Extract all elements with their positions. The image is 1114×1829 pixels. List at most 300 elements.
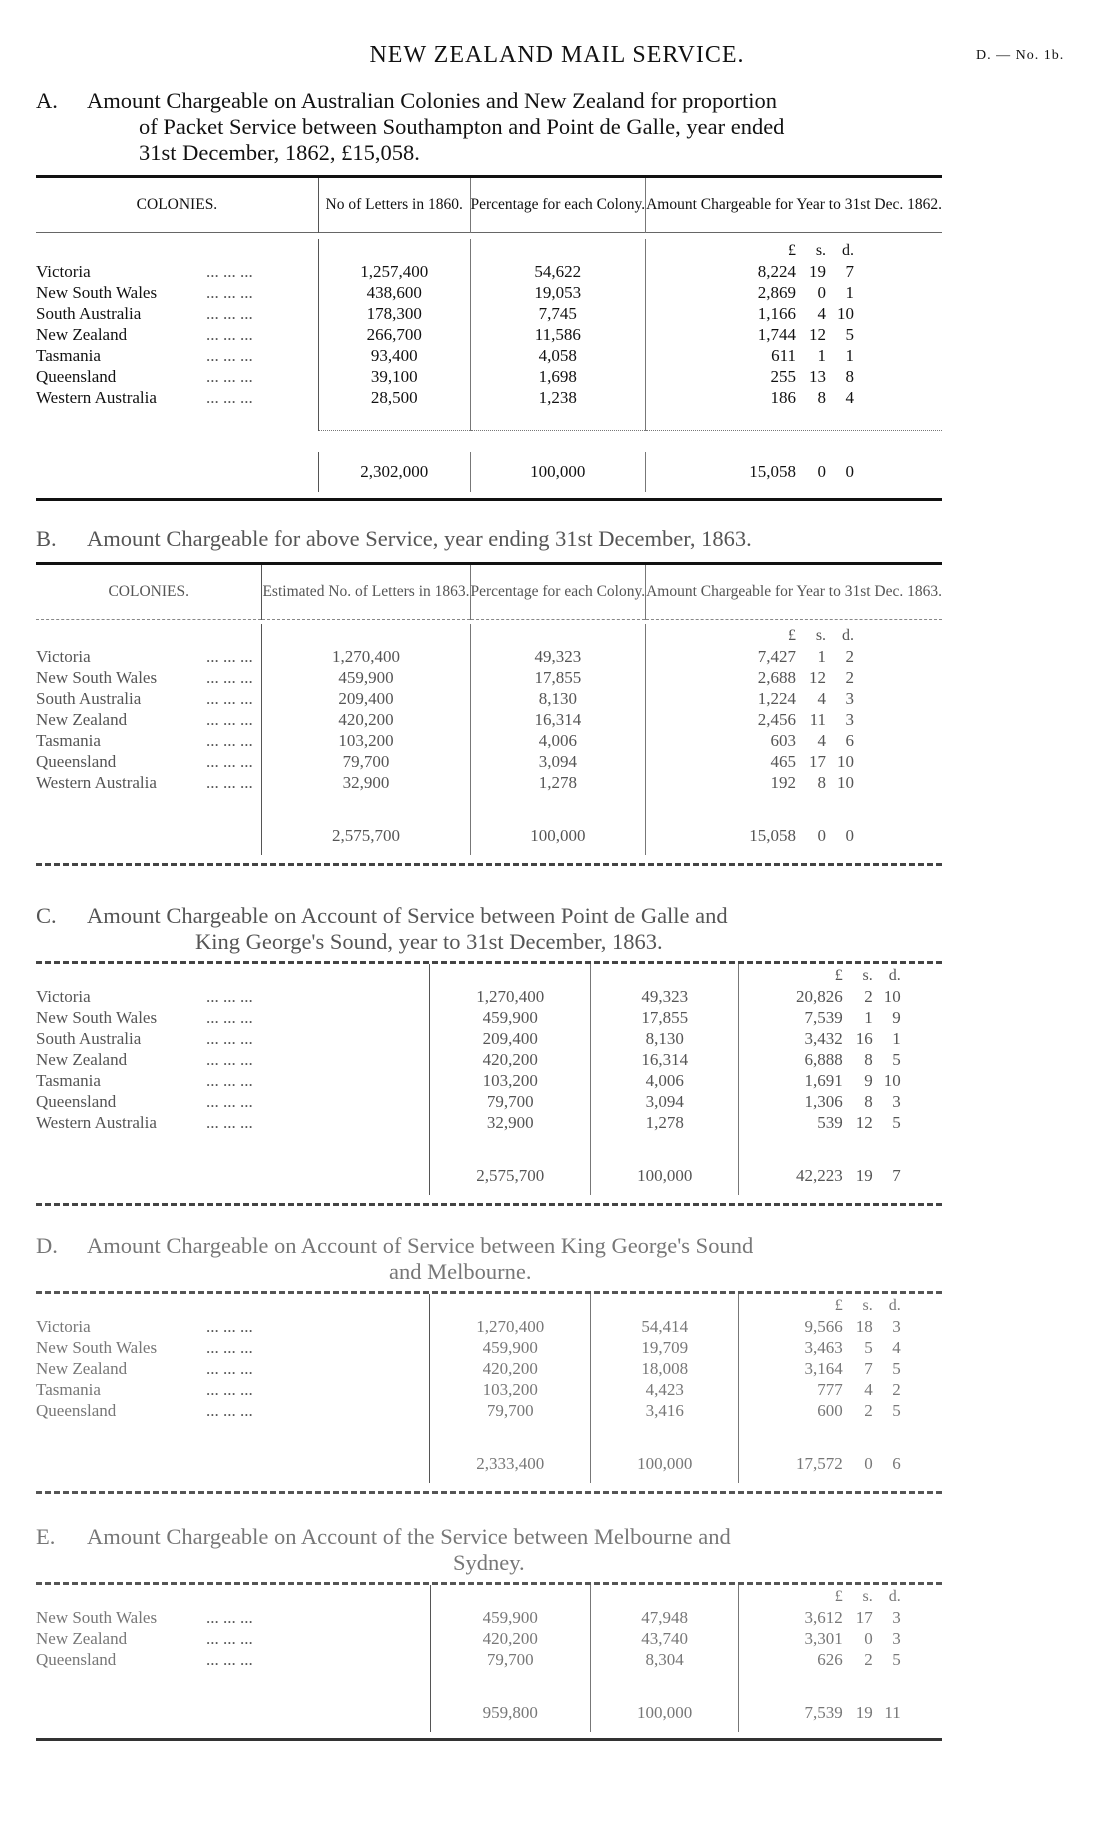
section-e — [36, 1524, 942, 1741]
colony-cell — [36, 1091, 430, 1112]
amount-shillings: 9 — [864, 1071, 873, 1090]
amount-cell — [739, 1358, 942, 1379]
unit-pence: d. — [888, 966, 901, 984]
amount-pence: 5 — [892, 1359, 901, 1378]
table-row — [36, 1358, 942, 1379]
colony-cell — [36, 1028, 430, 1049]
amount-pence: 10 — [837, 773, 855, 792]
section-c-rows — [36, 986, 942, 1133]
amount-pence: 7 — [845, 262, 855, 281]
section-b-bottom-rule — [36, 863, 942, 866]
leader-dots: ... ... ... — [206, 283, 253, 302]
amount-pence: 3 — [845, 689, 855, 708]
amount-pence: 5 — [892, 1050, 901, 1069]
amount-shillings: 17 — [855, 1608, 873, 1627]
amount-cell — [739, 1070, 942, 1091]
section-a-line-3: 31st December, 1862, £15,058. — [139, 140, 420, 165]
amount-pounds: 1,166 — [757, 304, 797, 323]
unit-pounds: £ — [834, 966, 843, 984]
letters-cell: 79,700 — [262, 751, 470, 772]
amount-pence: 3 — [892, 1092, 901, 1111]
table-row — [36, 730, 942, 751]
leader-dots: ... ... ... — [206, 668, 253, 687]
unit-shillings: s. — [862, 966, 873, 984]
percentage-cell: 1,238 — [470, 387, 646, 408]
total-percentage: 100,000 — [590, 1155, 738, 1195]
section-b-line-1: Amount Chargeable for above Service, year ending 31st December, 1863. — [87, 526, 752, 551]
letters-cell: 266,700 — [318, 324, 470, 345]
total-row — [36, 1692, 942, 1732]
unit-shillings: s. — [815, 626, 827, 644]
amount-pence: 10 — [837, 304, 855, 323]
leader-dots: ... ... ... — [206, 1608, 253, 1627]
total-letters: 2,575,700 — [262, 815, 470, 855]
amount-shillings: 0 — [817, 283, 827, 302]
section-c-letter: C. — [36, 903, 57, 928]
section-d-line-1: Amount Chargeable on Account of Service between King George's Sound — [87, 1233, 754, 1258]
section-a-table — [36, 178, 942, 492]
amount-pounds: 3,432 — [804, 1029, 843, 1048]
percentage-cell: 4,423 — [590, 1379, 738, 1400]
section-c-bottom-rule — [36, 1203, 942, 1206]
amount-shillings: 1 — [864, 1008, 873, 1027]
amount-shillings: 13 — [809, 367, 827, 386]
leader-dots: ... ... ... — [206, 1401, 253, 1420]
colony-name: Victoria — [36, 987, 91, 1006]
amount-cell — [739, 1649, 942, 1670]
total-shillings: 19 — [855, 1165, 873, 1185]
total-row — [36, 1443, 942, 1483]
table-row — [36, 1091, 942, 1112]
total-percentage: 100,000 — [470, 452, 646, 492]
section-c-table — [36, 964, 942, 1195]
section-b-table — [36, 565, 942, 855]
total-percentage: 100,000 — [470, 815, 646, 855]
amount-cell — [739, 986, 942, 1007]
amount-pounds: 2,688 — [757, 668, 797, 687]
leader-dots: ... ... ... — [206, 752, 253, 771]
letters-cell: 459,900 — [430, 1337, 590, 1358]
amount-cell — [646, 387, 942, 408]
letters-cell: 79,700 — [430, 1400, 590, 1421]
leader-dots: ... ... ... — [206, 1650, 253, 1669]
amount-pounds: 20,826 — [795, 987, 843, 1006]
colony-cell — [36, 1379, 430, 1400]
total-pence: 7 — [892, 1165, 901, 1185]
section-e-letter: E. — [36, 1524, 56, 1549]
col-amount: Amount Chargeable for Year to 31st Dec. 1862. — [646, 178, 942, 233]
amount-pounds: 186 — [770, 388, 797, 407]
section-d-bottom-rule — [36, 1491, 942, 1494]
letters-cell: 459,900 — [430, 1007, 590, 1028]
amount-pence: 10 — [883, 987, 901, 1006]
table-row — [36, 261, 942, 282]
unit-pence: d. — [842, 241, 855, 259]
table-row — [36, 1337, 942, 1358]
table-row — [36, 667, 942, 688]
total-pounds: 15,058 — [749, 825, 797, 845]
percentage-cell: 3,094 — [590, 1091, 738, 1112]
total-pounds: 17,572 — [795, 1453, 843, 1473]
percentage-cell: 17,855 — [590, 1007, 738, 1028]
table-row — [36, 751, 942, 772]
percentage-cell: 3,416 — [590, 1400, 738, 1421]
amount-cell — [739, 1049, 942, 1070]
section-a-rows — [36, 261, 942, 408]
colony-name: New Zealand — [36, 710, 128, 729]
table-header-row — [36, 565, 942, 620]
colony-cell — [36, 986, 430, 1007]
amount-pence: 6 — [845, 731, 855, 750]
colony-cell — [36, 1358, 430, 1379]
section-e-table — [36, 1585, 942, 1732]
amount-cell — [739, 1628, 942, 1649]
unit-pence: d. — [888, 1587, 901, 1605]
amount-cell — [739, 1379, 942, 1400]
amount-pounds: 626 — [817, 1650, 843, 1669]
amount-cell — [646, 709, 942, 730]
section-a-line-1: Amount Chargeable on Australian Colonies and New Zealand for proportion — [87, 88, 778, 113]
colony-name: New South Wales — [36, 283, 158, 302]
amount-cell — [739, 1607, 942, 1628]
colony-name: Queensland — [36, 752, 117, 771]
amount-shillings: 7 — [864, 1359, 873, 1378]
colony-name: South Australia — [36, 1029, 142, 1048]
amount-pence: 2 — [892, 1380, 901, 1399]
table-row — [36, 324, 942, 345]
table-row — [36, 1379, 942, 1400]
colony-cell — [36, 1007, 430, 1028]
percentage-cell: 3,094 — [470, 751, 646, 772]
percentage-cell: 16,314 — [590, 1049, 738, 1070]
section-d-line-2: and Melbourne. — [389, 1259, 532, 1284]
letters-cell: 79,700 — [430, 1649, 590, 1670]
amount-pounds: 1,691 — [804, 1071, 843, 1090]
amount-shillings: 19 — [809, 262, 827, 281]
colony-cell — [36, 1400, 430, 1421]
amount-pence: 10 — [883, 1071, 901, 1090]
amount-shillings: 12 — [855, 1113, 873, 1132]
amount-cell — [739, 1112, 942, 1133]
unit-pounds: £ — [834, 1296, 843, 1314]
amount-shillings: 8 — [864, 1092, 873, 1111]
amount-pounds: 7,539 — [804, 1008, 843, 1027]
percentage-cell: 11,586 — [470, 324, 646, 345]
section-d — [36, 1233, 942, 1494]
letters-cell: 28,500 — [318, 387, 470, 408]
table-row — [36, 387, 942, 408]
section-d-letter: D. — [36, 1233, 58, 1258]
units-row — [36, 624, 942, 646]
letters-cell: 420,200 — [430, 1358, 590, 1379]
section-a-letter: A. — [36, 88, 58, 113]
amount-pounds: 3,463 — [804, 1338, 843, 1357]
leader-dots: ... ... ... — [206, 1092, 253, 1111]
amount-shillings: 2 — [864, 987, 873, 1006]
amount-cell — [646, 751, 942, 772]
leader-dots: ... ... ... — [206, 1029, 253, 1048]
letters-cell: 420,200 — [430, 1628, 590, 1649]
amount-pounds: 255 — [770, 367, 797, 386]
table-row — [36, 1607, 942, 1628]
table-row — [36, 1628, 942, 1649]
amount-cell — [739, 1316, 942, 1337]
leader-dots: ... ... ... — [206, 367, 253, 386]
colony-name: Queensland — [36, 1092, 117, 1111]
letters-cell: 209,400 — [262, 688, 470, 709]
amount-cell — [646, 366, 942, 387]
percentage-cell: 8,130 — [590, 1028, 738, 1049]
section-a-bottom-rule — [36, 498, 942, 501]
unit-pounds: £ — [788, 241, 797, 259]
percentage-cell: 19,053 — [470, 282, 646, 303]
col-colonies: COLONIES. — [136, 196, 218, 213]
percentage-cell: 4,006 — [590, 1070, 738, 1091]
total-letters: 2,575,700 — [430, 1155, 590, 1195]
total-percentage: 100,000 — [590, 1692, 738, 1732]
leader-dots: ... ... ... — [206, 710, 253, 729]
percentage-cell: 54,414 — [590, 1316, 738, 1337]
document-title: NEW ZEALAND MAIL SERVICE. — [369, 42, 745, 68]
colony-cell — [36, 1112, 430, 1133]
section-c — [36, 903, 942, 1206]
amount-shillings: 18 — [855, 1317, 873, 1336]
total-letters: 959,800 — [430, 1692, 590, 1732]
colony-name: New South Wales — [36, 1008, 158, 1027]
percentage-cell: 4,006 — [470, 730, 646, 751]
amount-pence: 5 — [892, 1401, 901, 1420]
amount-cell — [739, 1007, 942, 1028]
amount-pounds: 2,869 — [757, 283, 797, 302]
colony-cell — [36, 646, 262, 667]
amount-pounds: 465 — [770, 752, 797, 771]
amount-pounds: 7,427 — [757, 647, 797, 666]
leader-dots: ... ... ... — [206, 304, 253, 323]
total-shillings: 0 — [817, 825, 827, 845]
col-amount: Amount Chargeable for Year to 31st Dec. 1863. — [646, 565, 942, 620]
colony-cell — [36, 324, 318, 345]
total-pounds: 15,058 — [749, 462, 797, 481]
colony-name: New Zealand — [36, 325, 128, 344]
amount-cell — [739, 1028, 942, 1049]
letters-cell: 420,200 — [262, 709, 470, 730]
total-pence: 11 — [884, 1702, 901, 1722]
amount-shillings: 8 — [817, 773, 827, 792]
leader-dots: ... ... ... — [206, 1359, 253, 1378]
percentage-cell: 8,304 — [590, 1649, 738, 1670]
amount-cell — [739, 1337, 942, 1358]
colony-cell — [36, 751, 262, 772]
amount-pence: 2 — [845, 647, 855, 666]
colony-name: New Zealand — [36, 1629, 128, 1648]
amount-pence: 4 — [892, 1338, 901, 1357]
colony-name: New South Wales — [36, 1338, 158, 1357]
table-row — [36, 1649, 942, 1670]
colony-cell — [36, 345, 318, 366]
letters-cell: 459,900 — [262, 667, 470, 688]
col-percentage: Percentage for each Colony. — [470, 178, 646, 233]
leader-dots: ... ... ... — [206, 1071, 253, 1090]
letters-cell: 93,400 — [318, 345, 470, 366]
letters-cell: 178,300 — [318, 303, 470, 324]
leader-dots: ... ... ... — [206, 1113, 253, 1132]
units-row — [36, 1294, 942, 1316]
leader-dots: ... ... ... — [206, 987, 253, 1006]
letters-cell: 103,200 — [430, 1379, 590, 1400]
total-row — [36, 1155, 942, 1195]
colony-name: Queensland — [36, 367, 117, 386]
letters-cell: 438,600 — [318, 282, 470, 303]
amount-pounds: 611 — [771, 346, 797, 365]
percentage-cell: 47,948 — [590, 1607, 738, 1628]
colony-cell — [36, 772, 262, 793]
amount-shillings: 11 — [809, 710, 827, 729]
percentage-cell: 49,323 — [590, 986, 738, 1007]
unit-shillings: s. — [862, 1296, 873, 1314]
letters-cell: 1,270,400 — [430, 986, 590, 1007]
table-row — [36, 772, 942, 793]
total-shillings: 19 — [855, 1702, 873, 1722]
total-shillings: 0 — [864, 1453, 873, 1473]
unit-pence: d. — [888, 1296, 901, 1314]
amount-pounds: 539 — [817, 1113, 843, 1132]
amount-pounds: 3,301 — [804, 1629, 843, 1648]
colony-cell — [36, 303, 318, 324]
percentage-cell: 49,323 — [470, 646, 646, 667]
total-pence: 0 — [845, 462, 855, 481]
colony-cell — [36, 387, 318, 408]
total-letters: 2,302,000 — [318, 452, 470, 492]
colony-cell — [36, 730, 262, 751]
table-row — [36, 1070, 942, 1091]
table-row — [36, 709, 942, 730]
amount-pence: 5 — [892, 1650, 901, 1669]
percentage-cell: 4,058 — [470, 345, 646, 366]
document-reference: D. — No. 1b. — [976, 48, 1065, 63]
colony-name: Western Australia — [36, 773, 157, 792]
colony-cell — [36, 1607, 430, 1628]
amount-cell — [646, 646, 942, 667]
amount-pounds: 6,888 — [804, 1050, 843, 1069]
leader-dots: ... ... ... — [206, 1317, 253, 1336]
section-d-rows — [36, 1316, 942, 1421]
amount-pence: 10 — [837, 752, 855, 771]
unit-pounds: £ — [788, 626, 797, 644]
amount-pounds: 777 — [817, 1380, 843, 1399]
amount-pounds: 3,612 — [804, 1608, 843, 1627]
colony-name: Western Australia — [36, 1113, 157, 1132]
amount-cell — [646, 688, 942, 709]
colony-name: New Zealand — [36, 1050, 128, 1069]
table-row — [36, 1049, 942, 1070]
amount-pounds: 1,224 — [757, 689, 797, 708]
amount-shillings: 4 — [864, 1380, 873, 1399]
colony-name: New South Wales — [36, 1608, 158, 1627]
total-row — [36, 452, 942, 492]
letters-cell: 32,900 — [262, 772, 470, 793]
letters-cell: 1,270,400 — [430, 1316, 590, 1337]
colony-cell — [36, 688, 262, 709]
amount-pence: 9 — [892, 1008, 901, 1027]
table-header-row — [36, 178, 942, 233]
leader-dots: ... ... ... — [206, 1008, 253, 1027]
amount-pounds: 8,224 — [757, 262, 797, 281]
leader-dots: ... ... ... — [206, 1050, 253, 1069]
amount-shillings: 17 — [809, 752, 827, 771]
total-shillings: 0 — [817, 462, 827, 481]
amount-pence: 1 — [892, 1029, 901, 1048]
amount-cell — [646, 324, 942, 345]
unit-pence: d. — [842, 626, 855, 644]
col-colonies: COLONIES. — [108, 583, 189, 600]
percentage-cell: 54,622 — [470, 261, 646, 282]
units-row — [36, 239, 942, 261]
total-pence: 0 — [845, 825, 855, 845]
section-e-line-1: Amount Chargeable on Account of the Service between Melbourne and — [87, 1524, 731, 1549]
colony-cell — [36, 667, 262, 688]
amount-shillings: 5 — [864, 1338, 873, 1357]
total-pence: 6 — [892, 1453, 901, 1473]
colony-cell — [36, 1070, 430, 1091]
amount-shillings: 12 — [809, 668, 827, 687]
total-letters: 2,333,400 — [430, 1443, 590, 1483]
letters-cell: 420,200 — [430, 1049, 590, 1070]
table-row — [36, 688, 942, 709]
amount-cell — [646, 667, 942, 688]
percentage-cell: 1,278 — [590, 1112, 738, 1133]
percentage-cell: 1,278 — [470, 772, 646, 793]
amount-cell — [646, 261, 942, 282]
table-row — [36, 986, 942, 1007]
unit-shillings: s. — [815, 241, 827, 259]
units-row — [36, 964, 942, 986]
colony-cell — [36, 366, 318, 387]
amount-cell — [646, 345, 942, 366]
table-row — [36, 282, 942, 303]
letters-cell: 39,100 — [318, 366, 470, 387]
percentage-cell: 18,008 — [590, 1358, 738, 1379]
section-c-line-1: Amount Chargeable on Account of Service between Point de Galle and — [87, 903, 728, 928]
colony-name: Victoria — [36, 1317, 91, 1336]
colony-name: Victoria — [36, 647, 91, 666]
section-b-rows — [36, 646, 942, 793]
amount-pence: 1 — [845, 346, 855, 365]
colony-cell — [36, 1049, 430, 1070]
amount-cell — [646, 730, 942, 751]
unit-pounds: £ — [834, 1587, 843, 1605]
amount-cell — [739, 1400, 942, 1421]
leader-dots: ... ... ... — [206, 388, 253, 407]
amount-shillings: 1 — [817, 346, 827, 365]
amount-pounds: 1,306 — [804, 1092, 843, 1111]
total-pounds: 42,223 — [795, 1165, 843, 1185]
section-b-heading — [36, 526, 942, 552]
amount-pounds: 603 — [770, 731, 797, 750]
section-e-bottom-rule — [36, 1738, 942, 1741]
section-d-heading — [36, 1233, 942, 1285]
col-percentage: Percentage for each Colony. — [470, 565, 646, 620]
colony-cell — [36, 282, 318, 303]
amount-pence: 3 — [892, 1317, 901, 1336]
amount-pounds: 600 — [817, 1401, 843, 1420]
leader-dots: ... ... ... — [206, 262, 253, 281]
amount-pounds: 2,456 — [757, 710, 797, 729]
colony-cell — [36, 1628, 430, 1649]
colony-name: South Australia — [36, 689, 142, 708]
amount-pounds: 9,566 — [804, 1317, 843, 1336]
amount-shillings: 8 — [817, 388, 827, 407]
section-a-heading — [36, 88, 942, 166]
